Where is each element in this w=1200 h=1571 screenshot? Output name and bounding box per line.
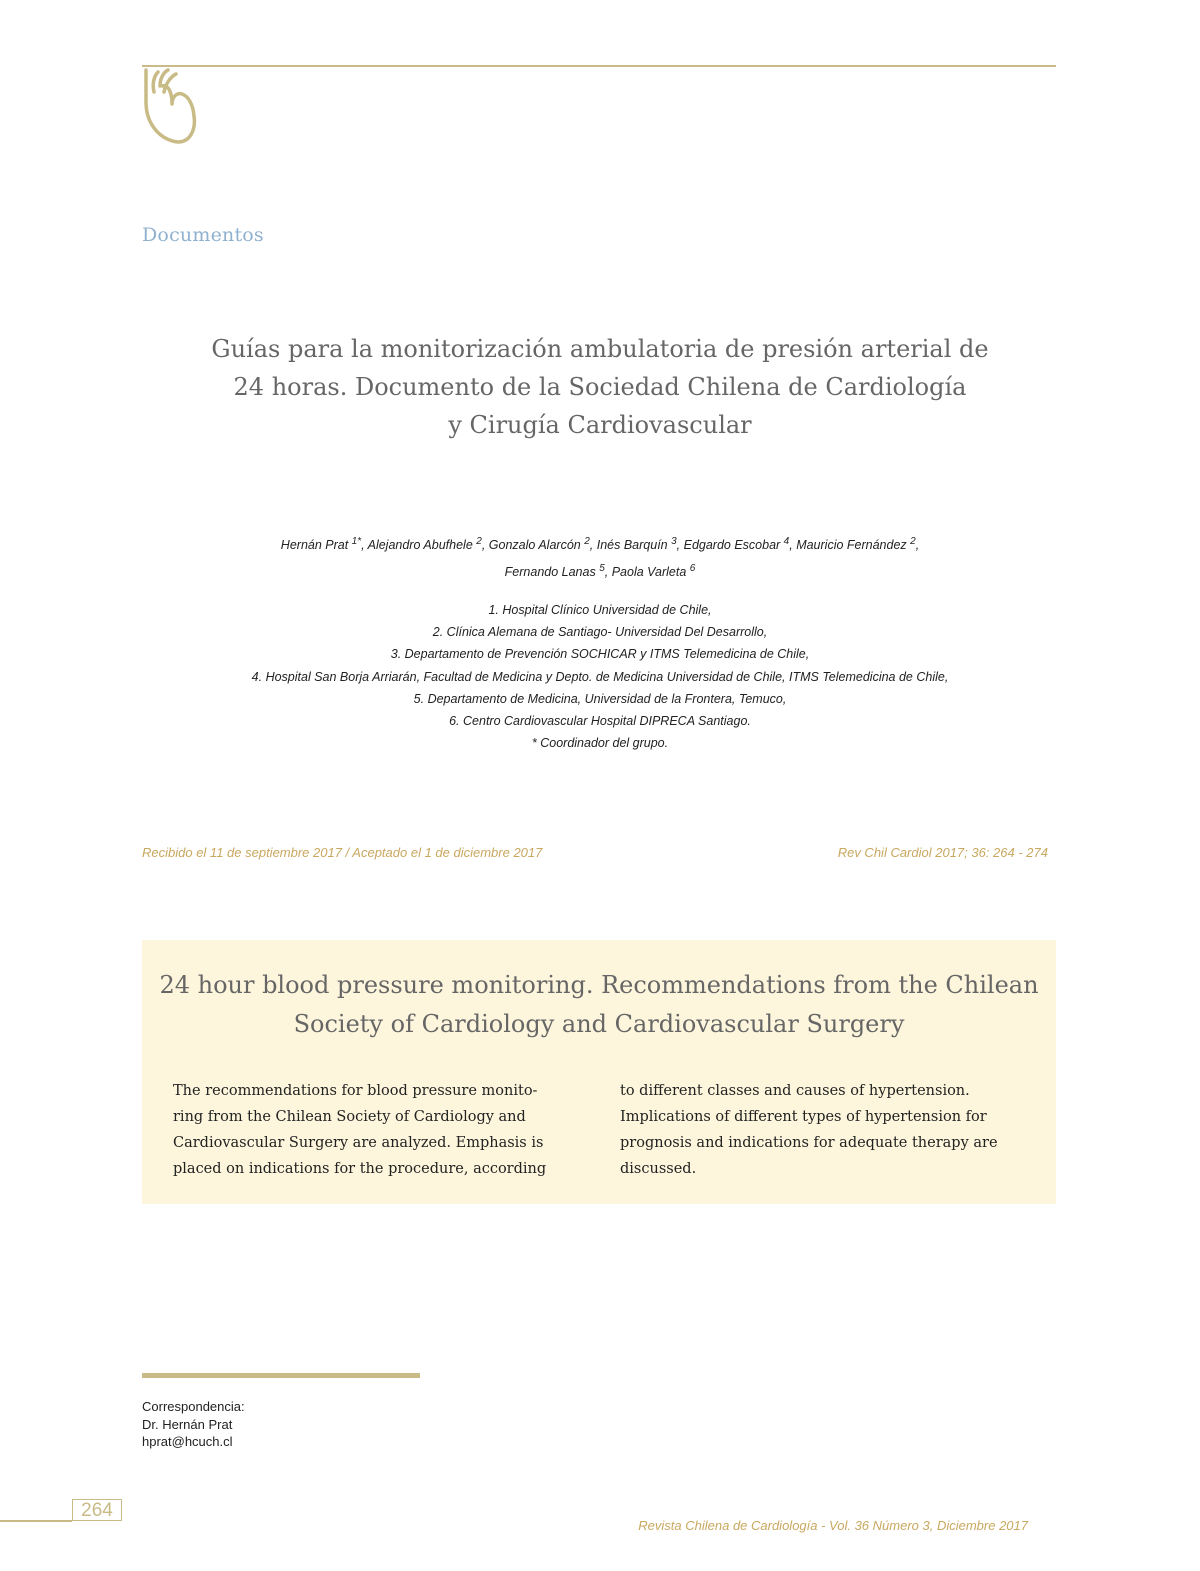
abstract-column-right	[620, 1078, 1024, 1182]
abstract-line: Implications of different types of hypertension for	[620, 1109, 987, 1125]
author-affiliation-mark: 2	[584, 536, 590, 547]
author-separator: ,	[481, 538, 489, 553]
abstract-column-left	[173, 1078, 577, 1182]
title-es-line: 24 horas. Documento de la Sociedad Chilena de Cardiología	[233, 373, 967, 401]
author-separator: ,	[604, 565, 612, 580]
author-separator: ,	[789, 538, 797, 553]
author-name: Mauricio Fernández	[796, 538, 911, 553]
affiliation-item: 5. Departamento de Medicina, Universidad de la Frontera, Temuco,	[413, 691, 787, 706]
affiliation-item: 4. Hospital San Borja Arriarán, Facultad de Medicina y Depto. de Medicina Universidad de Chile, ITMS Telemedicina de Chile,	[251, 669, 949, 684]
author-affiliation-mark: 3	[671, 536, 677, 547]
affiliation-item: 3. Departamento de Prevención SOCHICAR y ITMS Telemedicina de Chile,	[390, 647, 810, 662]
affiliation-list	[150, 599, 1050, 754]
author-separator: ,	[676, 538, 684, 553]
author-separator: ,	[589, 538, 597, 553]
author-separator: ,	[361, 538, 368, 553]
page-number-rule	[0, 1520, 72, 1522]
author-name: Hernán Prat	[280, 538, 352, 553]
correspondence-divider	[142, 1373, 420, 1378]
heart-icon	[138, 62, 200, 146]
author-name: Paola Varleta	[611, 565, 690, 580]
author-affiliation-mark: 4	[783, 536, 790, 547]
abstract-line: placed on indications for the procedure, according	[173, 1161, 547, 1177]
top-rule	[142, 65, 1056, 67]
abstract-line: Cardiovascular Surgery are analyzed. Emphasis is	[173, 1135, 544, 1151]
abstract-line: prognosis and indications for adequate therapy are	[620, 1135, 998, 1151]
english-abstract-box	[142, 940, 1056, 1204]
affiliation-item: * Coordinador del grupo.	[531, 736, 669, 751]
title-es-line: Guías para la monitorización ambulatoria de presión arterial de	[211, 335, 989, 363]
author-name: Edgardo Escobar	[683, 538, 784, 553]
correspondence-email[interactable]: hprat@hcuch.cl	[142, 1434, 233, 1449]
author-name: Alejandro Abufhele	[367, 538, 477, 553]
article-title-spanish	[160, 330, 1040, 444]
author-affiliation-mark: 6	[689, 563, 696, 575]
title-en-line: 24 hour blood pressure monitoring. Recommendations from the Chilean	[159, 971, 1039, 999]
abstract-line: discussed.	[620, 1161, 697, 1177]
correspondence-name: Dr. Hernán Prat	[142, 1416, 233, 1432]
author-separator: ,	[915, 538, 920, 553]
received-accepted-dates: Recibido el 11 de septiembre 2017 / Aceptado el 1 de diciembre 2017	[142, 845, 543, 860]
author-affiliation-mark: 1*	[351, 536, 362, 547]
article-title-english	[142, 966, 1056, 1044]
author-name: Gonzalo Alarcón	[488, 538, 585, 553]
correspondence-label: Correspondencia:	[142, 1399, 245, 1414]
author-affiliation-mark: 2	[910, 536, 916, 547]
abstract-line: ring from the Chilean Society of Cardiology and	[173, 1109, 526, 1125]
author-line	[150, 557, 1050, 584]
title-en-line: Society of Cardiology and Cardiovascular Surgery	[293, 1010, 905, 1038]
journal-citation: Rev Chil Cardiol 2017; 36: 264 - 274	[837, 845, 1048, 860]
affiliation-item: 2. Clínica Alemana de Santiago- Universidad Del Desarrollo,	[432, 625, 768, 640]
author-line	[150, 530, 1050, 557]
section-label: Documentos	[142, 224, 264, 246]
author-name: Inés Barquín	[596, 538, 672, 553]
abstract-line: to different classes and causes of hypertension.	[620, 1083, 970, 1099]
affiliation-item: 6. Centro Cardiovascular Hospital DIPRECA Santiago.	[449, 714, 751, 729]
abstract-line: The recommendations for blood pressure monito-	[173, 1083, 538, 1099]
author-affiliation-mark: 5	[599, 563, 605, 575]
title-es-line: y Cirugía Cardiovascular	[448, 411, 752, 439]
journal-footer: Revista Chilena de Cardiología - Vol. 36 Número 3, Diciembre 2017	[638, 1518, 1028, 1533]
author-list	[150, 530, 1050, 584]
author-affiliation-mark: 2	[476, 536, 482, 547]
author-name: Fernando Lanas	[504, 565, 600, 580]
affiliation-item: 1. Hospital Clínico Universidad de Chile,	[488, 603, 712, 617]
correspondence-block	[142, 1398, 245, 1451]
page-number: 264	[72, 1499, 122, 1521]
